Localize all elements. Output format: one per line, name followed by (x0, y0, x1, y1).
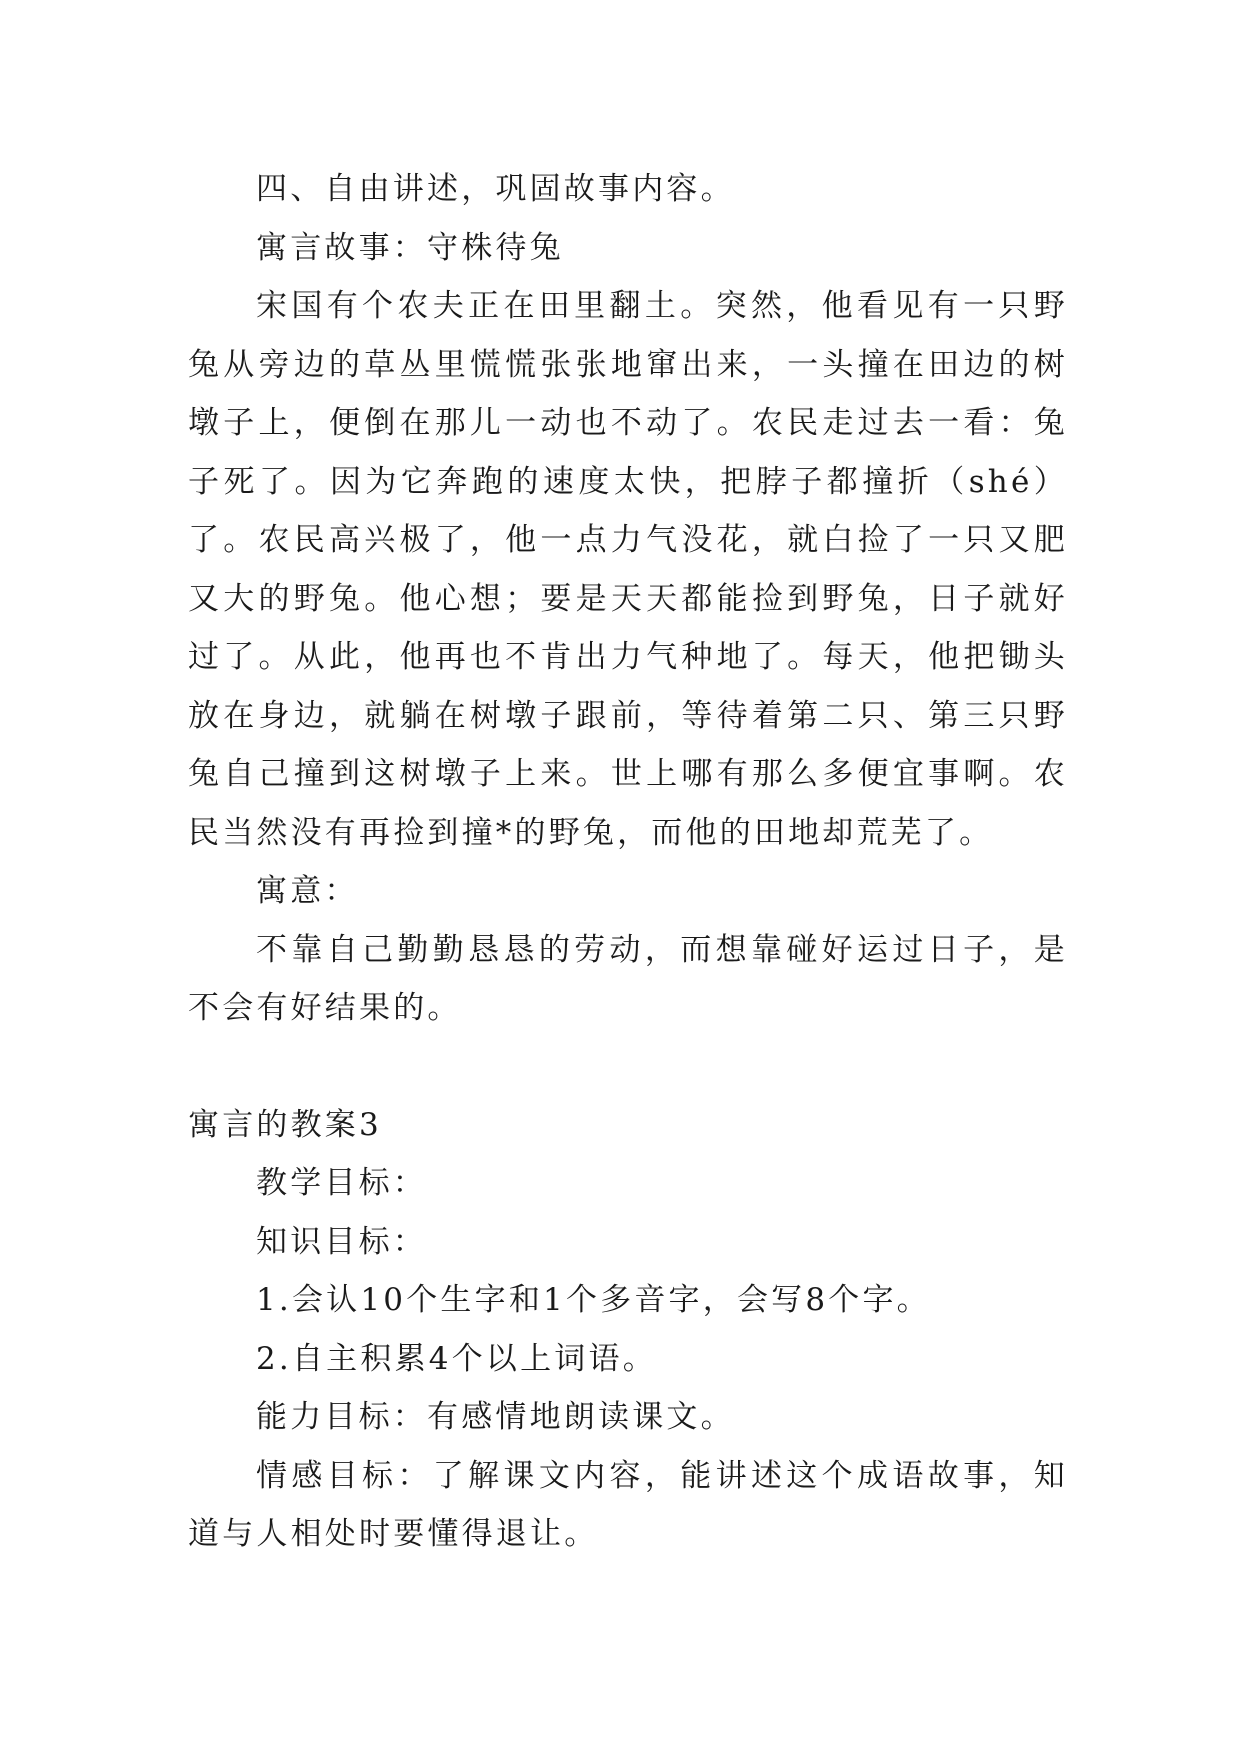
section-gap (188, 1038, 1068, 1096)
knowledge-goals-label: 知识目标： (256, 1223, 427, 1260)
emotion-goal: 情感目标：了解课文内容，能讲述这个成语故事，知道与人相处时要懂得退让。 (188, 1457, 1068, 1552)
moral-label: 寓意： (256, 873, 359, 909)
story-title: 寓言故事：守株待兔 (256, 229, 564, 266)
story-body: 宋国有个农夫正在田里翻土。突然，他看见有一只野兔从旁边的草丛里慌慌张张地窜出来，一头撞在田边的树墩子上，便倒在那儿一动也不动了。农民走过去一看：兔子死了。因为它奔跑的速度太快，把脖子都撞折（shé）了。农民高兴极了，他一点力气没花，就白捡了一只又肥又大的野兔。他心想；要是天天都能捡到野兔，日子就好过了。从此，他再也不肯出力气种地了。每天，他把锄头放在身边，就躺在树墩子跟前，等待着第二只、第三只野兔自己撞到这树墩子上来。世上哪有那么多便宜事啊。农民当然没有再捡到撞*的野兔，而他的田地却荒芜了。 (188, 288, 1068, 851)
goal-item-2: 2.自主积累4个以上词语。 (256, 1340, 657, 1377)
document-body (188, 160, 1068, 1564)
goal-item-1: 1.会认10个生字和1个多音字，会写8个字。 (256, 1282, 931, 1318)
lesson-heading: 寓言的教案3 (188, 1106, 382, 1143)
teaching-goals-label: 教学目标： (256, 1165, 427, 1201)
ability-goal: 能力目标：有感情地朗读课文。 (256, 1399, 735, 1435)
section-four-heading: 四、自由讲述，巩固故事内容。 (256, 171, 735, 207)
moral-text: 不靠自己勤勤恳恳的劳动，而想靠碰好运过日子，是不会有好结果的。 (188, 931, 1068, 1026)
